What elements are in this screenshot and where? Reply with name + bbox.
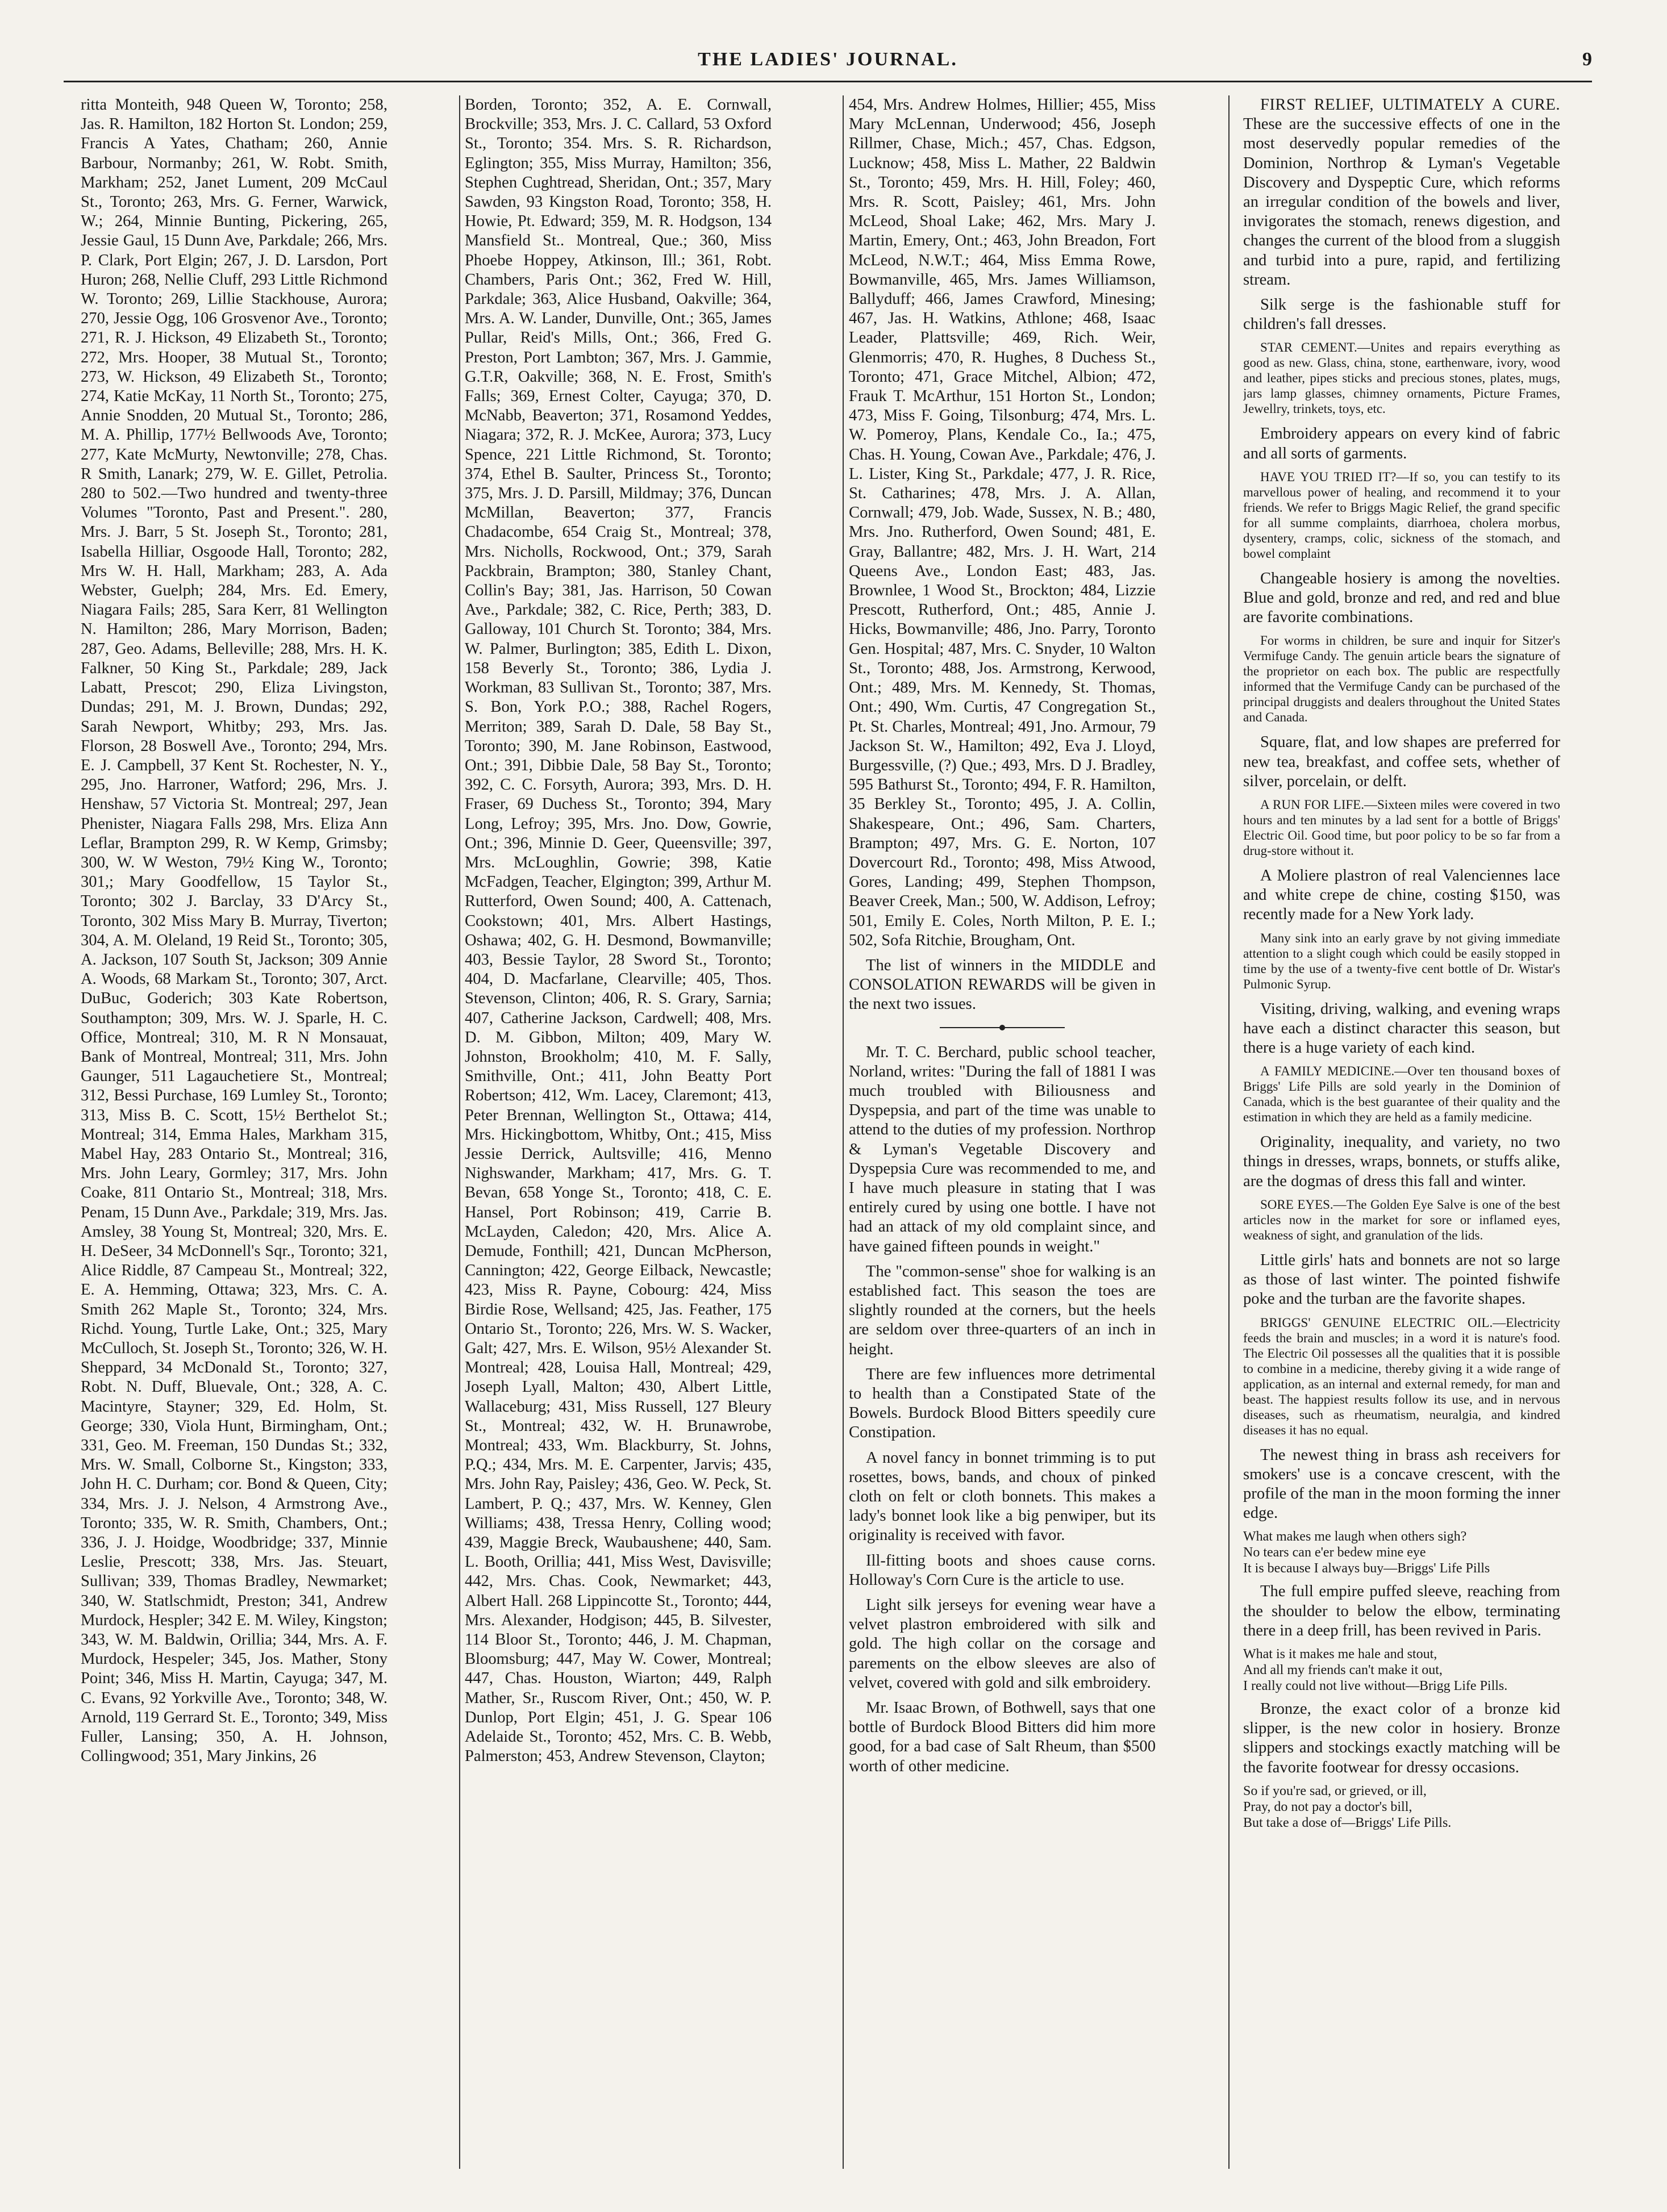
verse-line: And all my friends can't make it out, <box>1243 1662 1443 1677</box>
verse-1 <box>1243 1529 1560 1576</box>
fashion-note-embroidery: Embroidery appears on every kind of fabric and all sorts of garments. <box>1243 425 1560 462</box>
fashion-note-hosiery: Changeable hosiery is among the novelties. Blue and gold, bronze and red, and red and blue are favorite combinations. <box>1243 569 1560 627</box>
ad-family-medicine: A FAMILY MEDICINE.—Over ten thousand boxes of Briggs' Life Pills are sold yearly in the Dominion of Canada, which is the best guarantee of their quality and the estimation in which they are held as a family medicine. <box>1243 1064 1560 1125</box>
prize-winners-list-part-2: Borden, Toronto; 352, A. E. Cornwall, Brockville; 353, Mrs. J. C. Callard, 53 Oxford St., Toronto; 354. Mrs. S. R. Richardson, Eglington; 355, Miss Murray, Hamilton; 356, Stephen Cughtread, Sheridan, Ont.; 357, Mary Sawden, 93 Kingston Road, Toronto; 358, H. Howie, Pt. Edward; 359, M. R. Hodgson, 134 Mansfield St.. Montreal, Que.; 360, Miss Phoebe Hoppey, Atkinson, Ill.; 361, Robt. Chambers, Paris Ont.; 362, Fred W. Hill, Parkdale; 363, Alice Husband, Oakville; 364, Mrs. A. W. Lander, Dunville, Ont.; 365, James Pullar, Reid's Mills, Ont.; 366, Fred G. Preston, Port Lambton; 367, Mrs. J. Gammie, G.T.R, Oakville; 368, N. E. Frost, Smith's Falls; 369, Ernest Colter, Cayuga; 370, D. McNabb, Beaverton; 371, Rosamond Yeddes, Niagara; 372, R. J. McKee, Aurora; 373, Lucy Spence, 221 Little Richmond, St. Toronto; 374, Ethel B. Saulter, Princess St., Toronto; 375, Mrs. J. D. Parsill, Mildmay; 376, Duncan McMillan, Beaverton; 377, Francis Chadacombe, 654 Craig St., Montreal; 378, Mrs. Nicholls, Rockwood, Ont.; 379, Sarah Packbrain, Brampton; 380, Stanley Chant, Collin's Bay; 381, Jas. Harrison, 50 Cowan Ave., Parkdale; 382, C. Rice, Perth; 383, D. Galloway, 101 Church St. Toronto; 384, Mrs. W. Palmer, Burlington; 385, Edith L. Dixon, 158 Beverly St., Toronto; 386, Lydia J. Workman, 83 Sullivan St., Toronto; 387, Mrs. S. Bon, York P.O.; 388, Rachel Rogers, Merriton; 389, Sarah D. Dale, 58 Bay St., Toronto; 390, M. Jane Robinson, Eastwood, Ont.; 391, Dibbie Dale, 58 Bay St., Toronto; 392, C. C. Forsyth, Aurora; 393, Mrs. D. H. Fraser, 69 Duchess St., Toronto; 394, Mary Long, Lefroy; 395, Mrs. Jno. Dow, Gowrie, Ont.; 396, Minnie D. Geer, Queensville; 397, Mrs. McLoughlin, Gowrie; 398, Katie McFadgen, Teacher, Elgington; 399, Arthur M. Rutterford, Owen Sound; 400, A. Cattenach, Cookstown; 401, Mrs. Albert Hastings, Oshawa; 402, G. H. Desmond, Bowmanville; 403, Bessie Taylor, 28 Sword St., Toronto; 404, D. Macfarlane, Clearville; 405, Thos. Stevenson, Clinton; 406, R. S. Grary, Sarnia; 407, Catherine Jackson, Cardwell; 408, Mrs. D. M. Gibbon, Milton; 409, Mary W. Johnston, Brookholm; 410, M. F. Sally, Smithville, Ont.; 411, John Beatty Port Robertson; 412, Wm. Lacey, Claremont; 413, Peter Brennan, Wellington St., Ottawa; 414, Mrs. Hickingbottom, Whitby, Ont.; 415, Miss Jessie Derrick, Aultsville; 416, Menno Nighswander, Markham; 417, Mrs. G. T. Bevan, 658 Yonge St., Toronto; 418, C. E. Hansel, Port Robinson; 419, Carrie B. McLayden, Caledon; 420, Mrs. Alice A. Demude, Fonthill; 421, Duncan McPherson, Cannington; 422, George Eilback, Newcastle; 423, Miss R. Payne, Cobourg: 424, Miss Birdie Rose, Wellsand; 425, Jas. Feather, 175 Ontario St., Toronto; 226, Mrs. W. S. Wacker, Galt; 427, Mrs. E. Wilson, 95½ Alexander St. Montreal; 428, Louisa Hall, Montreal; 429, Joseph Lyall, Malton; 430, Albert Little, Wallaceburg; 431, Miss Russell, 127 Bleury St., Montreal; 432, W. H. Brunawrobe, Montreal; 433, Wm. Blackburry, St. Johns, P.Q.; 434, Mrs. M. E. Carpenter, Jarvis; 435, Mrs. John Ray, Paisley; 436, Geo. W. Peck, St. Lambert, P. Q.; 437, Mrs. W. Kenney, Glen Williams; 438, Tressa Henry, Colling wood; 439, Maggie Breck, Waubaushene; 440, Sam. L. Booth, Orillia; 441, Miss West, Davisville; 442, Mrs. Chas. Cook, Newmarket; 443, Albert Hall. 268 Lippincotte St., Toronto; 444, Mrs. Alexander, Hodgison; 445, B. Silvester, 114 Bloor St., Toronto; 446, J. M. Chapman, Bloomsburg; 447, May W. Cower, Montreal; 447, Chas. Houston, Wiarton; 449, Ralph Mather, Sr., Ruscom River, Ont.; 450, W. P. Dunlop, Port Elgin; 451, J. G. Spear 106 Adelaide St., Toronto; 452, Mrs. C. B. Webb, Palmerston; 453, Andrew Stevenson, Clayton; <box>465 96 772 1766</box>
column-2 <box>465 95 772 2175</box>
page-number: 9 <box>1582 49 1592 70</box>
ad-golden-eye-salve: SORE EYES.—The Golden Eye Salve is one of the best articles now in the market for sore or inflamed eyes, weakness of sight, and granulation of the lids. <box>1243 1197 1560 1242</box>
journal-title: THE LADIES' JOURNAL. <box>698 49 958 70</box>
ad-star-cement: STAR CEMENT.—Unites and repairs everything as good as new. Glass, china, stone, earthenware, ivory, wood and leather, pipes sticks and precious stones, plates, mugs, jars lamp glasses, chimney ornaments, Picture Frames, Jewellry, trinkets, toys, etc. <box>1243 340 1560 416</box>
fashion-note-shoes: The "common-sense" shoe for walking is an established fact. This season the toes are slightly rounded at the corners, but the heels are seldom over three-quarters of an inch in height. <box>849 1262 1156 1358</box>
ad-vermifuge-candy: For worms in children, be sure and inquir for Sitzer's Vermifuge Candy. The genuin article bears the signature of the proprietor on each box. The public are respectfully informed that the Vermifuge Candy can be purchased of the principal druggists and dealers throughout the United States and Canada. <box>1243 633 1560 725</box>
ad-first-relief-body: These are the successive effects of one in the most deservedly popular remedies of the Dominion, Northrop & Lyman's Vegetable Discovery and Dyspeptic Cure, which reforms an irregular condition of the bowels and liver, invigorates the stomach, renews digestion, and changes the current of the blood from a sluggish and turbid into a pure, rapid, and fertilizing stream. <box>1243 115 1560 289</box>
column-3 <box>849 95 1156 2175</box>
fashion-note-silk-serge: Silk serge is the fashionable stuff for children's fall dresses. <box>1243 296 1560 333</box>
ad-first-relief-heading: FIRST RELIEF, ULTIMATELY A CURE. <box>1260 96 1560 114</box>
fashion-note-ash-receivers: The newest thing in brass ash receivers for smokers' use is a concave crescent, with the profile of the man in the moon forming the inner edge. <box>1243 1446 1560 1522</box>
page-header <box>64 49 1592 77</box>
ad-briggs-magic-relief: HAVE YOU TRIED IT?—If so, you can testify to its marvellous power of healing, and recommend it to your friends. We refer to Briggs Magic Relief, the grand specific for all summe complaints, diarrhoea, cholera morbus, dysentery, cramps, colic, sickness of the stomach, and bowel complaint <box>1243 469 1560 561</box>
column-rule <box>843 95 844 2169</box>
prize-winners-list-part-1: ritta Monteith, 948 Queen W, Toronto; 258, Jas. R. Hamilton, 182 Horton St. London; 259, Francis A Yates, Chatham; 260, Annie Barbour, Normanby; 261, W. Robt. Smith, Markham; 252, Janet Lument, 209 McCaul St., Toronto; 263, Mrs. G. Ferner, Warwick, W.; 264, Minnie Bunting, Pickering, 265, Jessie Gaul, 15 Dunn Ave, Parkdale; 266, Mrs. P. Clark, Port Elgin; 267, J. D. Larsdon, Port Huron; 268, Nellie Cluff, 293 Little Richmond W. Toronto; 269, Lillie Stackhouse, Aurora; 270, Jessie Ogg, 106 Grosvenor Ave., Toronto; 271, R. J. Hickson, 49 Elizabeth St., Toronto; 272, Mrs. Hooper, 38 Mutual St., Toronto; 273, W. Hickson, 49 Elizabeth St., Toronto; 274, Katie McKay, 11 North St., Toronto; 275, Annie Snodden, 20 Mutual St., Toronto; 286, M. A. Phillip, 177½ Bellwoods Ave, Toronto; 277, Kate McMurty, Newtonville; 278, Chas. R Smith, Lanark; 279, W. E. Gillet, Petrolia. 280 to 502.—Two hundred and twenty-three Volumes "Toronto, Past and Present.". 280, Mrs. J. Barr, 5 St. Joseph St., Toronto; 281, Isabella Hilliar, Osgoode Hall, Toronto; 282, Mrs W. H. Hall, Markham; 283, A. Ada Webster, Guelph; 284, Mrs. Ed. Emery, Niagara Fails; 285, Sara Kerr, 81 Wellington N. Hamilton; 286, Mary Morrison, Baden; 287, Geo. Adams, Belleville; 288, Mrs. H. K. Falkner, 50 King St., Parkdale; 289, Jack Labatt, Prescot; 290, Eliza Livingston, Dundas; 291, M. J. Brown, Dundas; 292, Sarah Newport, Whitby; 293, Mrs. Jas. Florson, 28 Boswell Ave., Toronto; 294, Mrs. E. J. Campbell, 37 Kent St. Rochester, N. Y., 295, Jno. Harroner, Watford; 296, Mrs. J. Henshaw, 57 Victoria St. Montreal; 297, Jean Phenister, Niagara Falls 298, Mrs. Eliza Ann Leflar, Brampton 299, R. W Kemp, Grimsby; 300, W. W Weston, 79½ King W., Toronto; 301,; Mary Goodfellow, 15 Taylor St., Toronto; 302 J. Barclay, 33 D'Arcy St., Toronto, 302 Miss Mary B. Murray, Tiverton; 304, A. M. Oleland, 19 Reid St., Toronto; 305, A. Jackson, 107 South St, Jackson; 309 Annie A. Woods, 68 Markam St., Toronto; 307, Arct. DuBuc, Goderich; 303 Kate Robertson, Southampton; 309, Mrs. W. J. Sparle, H. C. Office, Montreal; 310, M. R N Monsauat, Bank of Montreal, Montreal; 311, Mrs. John Gaunger, 511 Lagauchetiere St., Montreal; 312, Bessi Purchase, 169 Lumley St., Toronto; 313, Miss B. C. Scott, 15½ Berthelot St.; Montreal; 314, Emma Hales, Markham 315, Mabel Hay, 283 Ontario St., Montreal; 316, Mrs. John Leary, Gormley; 317, Mrs. John Coake, 811 Ontario St., Montreal; 318, Mrs. Penam, 15 Dunn Ave., Parkdale; 319, Mrs. Jas. Amsley, 38 Young St, Montreal; 320, Mrs. E. H. DeSeer, 34 McDonnell's Sqr., Toronto; 321, Alice Riddle, 87 Campeau St., Montreal; 322, E. A. Hemming, Ottawa; 323, Mrs. C. A. Smith 262 Maple St., Toronto; 324, Mrs. Richd. Young, Turtle Lake, Ont.; 325, Mary McCulloch, St. Joseph St., Toronto; 326, W. H. Sheppard, 34 McDonald St., Toronto; 327, Robt. N. Duff, Bluevale, Ont.; 328, A. C. Macintyre, Stayner; 329, Ed. Holm, St. George; 330, Viola Hunt, Birmingham, Ont.; 331, Geo. M. Freeman, 150 Dundas St.; 332, Mrs. W. Small, Colborne St., Kingston; 333, John H. C. Durham; cor. Bond & Queen, City; 334, Mrs. J. J. Nelson, 4 Armstrong Ave., Toronto; 335, W. R. Smith, Chambers, Ont.; 336, J. J. Hoidge, Woodbridge; 337, Minnie Leslie, Prescott; 338, Mrs. Jas. Steuart, Sullivan; 339, Thomas Bradley, Newmarket; 340, W. Statlschmidt, Preston; 341, Andrew Murdock, Hespler; 342 E. M. Wiley, Kingston; 343, W. M. Baldwin, Orillia; 344, Mrs. A. F. Murdock, Hespeler; 345, Jos. Mather, Stony Point; 346, Miss H. Martin, Cayuga; 347, M. C. Evans, 92 Yorkville Ave., Toronto; 348, W. Arnold, 119 Gerrard St. E., Toronto; 349, Miss Fuller, Lansing; 350, A. H. Johnson, Collingwood; 351, Mary Jinkins, 26 <box>81 96 387 1766</box>
fashion-note-silk-jerseys: Light silk jerseys for evening wear have a velvet plastron embroidered with silk and gold. The high collar on the corsage and parements on the elbow sleeves are also of velvet, covered with gold and silk embroidery. <box>849 1596 1156 1692</box>
fashion-note-bronze: Bronze, the exact color of a bronze kid slipper, is the new color in hosiery. Bronze slippers and stockings exactly matching will be the favorite footwear for dressy occasions. <box>1243 1700 1560 1776</box>
ad-briggs-electric-oil: BRIGGS' GENUINE ELECTRIC OIL.—Electricity feeds the brain and muscles; in a word it is nature's food. The Electric Oil possesses all the qualities that it is possible to combine in a medicine, thereby giving it a wide range of application, as an internal and external remedy, for man and beast. The happiest results follow its use, and in nervous diseases, such as rheumatism, neuralgia, and kindred diseases it has no equal. <box>1243 1315 1560 1437</box>
verse-2 <box>1243 1646 1560 1694</box>
prize-winners-list-part-3: 454, Mrs. Andrew Holmes, Hillier; 455, Miss Mary McLennan, Underwood; 456, Joseph Rillmer, Chase, Mich.; 457, Chas. Edgson, Lucknow; 458, Miss L. Mather, 22 Baldwin St., Toronto; 459, Mrs. H. Hill, Foley; 460, Mrs. R. Scott, Paisley; 461, Mrs. John McLeod, Shoal Lake; 462, Mrs. Mary J. Martin, Emery, Ont.; 463, John Breadon, Fort McLeod, N.W.T.; 464, Miss Emma Rowe, Bowmanville, 465, Mrs. James Williamson, Ballyduff; 466, James Crawford, Minesing; 467, Jas. H. Watkins, Athlone; 468, Isaac Leader, Plattsville; 469, Rich. Weir, Glenmorris; 470, R. Hughes, 8 Duchess St., Toronto; 471, Grace Mitchel, Albion; 472, Frauk T. McArthur, 151 Horton St., London; 473, Miss F. Going, Tilsonburg; 474, Mrs. L. W. Pomeroy, Plans, Kendale Co., Ia.; 475, Chas. H. Young, Cowan Ave., Parkdale; 476, J. L. Lister, King St., Parkdale; 477, J. R. Rice, St. Catharines; 478, Mrs. J. A. Allan, Cornwall; 479, Job. Wade, Sussex, N. B.; 480, Mrs. Jno. Rutherford, Owen Sound; 481, E. Gray, Ballantre; 482, Mrs. J. H. Wart, 214 Queens Ave., London East; 483, Jas. Brownlee, 1 Wood St., Brockton; 484, Lizzie Prescott, Rutherford, Ont.; 485, Annie J. Hicks, Bowmanville; 486, Jno. Parry, Toronto Gen. Hospital; 487, Mrs. C. Snyder, 10 Walton St., Toronto; 488, Jos. Armstrong, Kerwood, Ont.; 489, Mrs. M. Kennedy, St. Thomas, Ont.; 490, Wm. Curtis, 47 Congregation St., Pt. St. Charles, Montreal; 491, Jno. Armour, 79 Jackson St. W., Hamilton; 492, Eva J. Lloyd, Burgessville, (?) Que.; 493, Mrs. D J. Bradley, 595 Bathurst St., Toronto; 494, F. R. Hamilton, 35 Berkley St., Toronto; 495, J. A. Collin, Shakespeare, Ont.; 496, Sam. Charters, Brampton; 497, Mrs. G. E. Norton, 107 Dovercourt Rd., Toronto; 498, Miss Atwood, Gores, Landing; 499, Stephen Thompson, Beaver Creek, Man.; 500, W. Addison, Lefroy; 501, Emily E. Coles, North Milton, P. E. I.; 502, Sofa Ritchie, Brougham, Ont. <box>849 96 1156 949</box>
verse-line: I really could not live without—Brigg Life Pills. <box>1243 1678 1508 1693</box>
verse-line: It is because I always buy—Briggs' Life Pills <box>1243 1561 1490 1576</box>
fashion-note-tea-sets: Square, flat, and low shapes are preferred for new tea, breakfast, and coffee sets, whether of silver, porcelain, or delft. <box>1243 733 1560 790</box>
verse-3 <box>1243 1783 1560 1831</box>
ad-first-relief <box>1243 95 1560 290</box>
verse-line: What is it makes me hale and stout, <box>1243 1646 1437 1662</box>
testimonial-isaac-brown: Mr. Isaac Brown, of Bothwell, says that one bottle of Burdock Blood Bitters did him more good, for a bad case of Salt Rheum, than $500 worth of other medicine. <box>849 1699 1156 1775</box>
column-rule <box>459 95 460 2169</box>
verse-line: Pray, do not pay a doctor's bill, <box>1243 1799 1412 1814</box>
column-rule <box>1228 95 1230 2169</box>
fashion-note-bonnet: A novel fancy in bonnet trimming is to put rosettes, bows, bands, and choux of pinked cloth on felt or cloth bonnets. This makes a lady's bonnet look like a big penwiper, but its originality is received with favor. <box>849 1449 1156 1545</box>
fashion-note-wraps: Visiting, driving, walking, and evening wraps have each a distinct character this season, but there is a huge variety of each kind. <box>1243 1000 1560 1057</box>
fashion-note-little-girls: Little girls' hats and bonnets are not so large as those of last winter. The pointed fishwife poke and the turban are the favorite shapes. <box>1243 1251 1560 1308</box>
section-divider <box>940 1027 1065 1028</box>
fashion-note-originality: Originality, inequality, and variety, no two things in dresses, wraps, bonnets, or stuffs alike, are the dogmas of dress this fall and winter. <box>1243 1133 1560 1190</box>
ad-burdock-constipation: There are few influences more detrimental to health than a Constipated State of the Bowels. Burdock Blood Bitters speedily cure Constipation. <box>849 1365 1156 1442</box>
ad-holloway-corn-cure: Ill-fitting boots and shoes cause corns. Holloway's Corn Cure is the article to use. <box>849 1551 1156 1589</box>
header-rule <box>64 81 1592 82</box>
testimonial-berchard: Mr. T. C. Berchard, public school teacher, Norland, writes: "During the fall of 1881 I was much troubled with Biliousness and Dyspepsia, and part of the time was unable to attend to the duties of my profession. Northrop & Lyman's Vegetable Discovery and Dyspepsia Cure was recommended to me, and I have much pleasure in stating that I was entirely cured by using one bottle. I have not had an attack of my old complaint since, and have gained fifteen pounds in weight." <box>849 1043 1156 1255</box>
verse-line: But take a dose of—Briggs' Life Pills. <box>1243 1815 1452 1830</box>
verse-line: What makes me laugh when others sigh? <box>1243 1529 1467 1545</box>
ad-run-for-life: A RUN FOR LIFE.—Sixteen miles were covered in two hours and ten minutes by a lad sent for a bottle of Briggs' Electric Oil. Good time, but poor policy to be so far from a drug-store without it. <box>1243 798 1560 858</box>
ad-pulmonic-syrup: Many sink into an early grave by not giving immediate attention to a slight cough which could be easily stopped in time by the use of a twenty-five cent bottle of Dr. Wistar's Pulmonic Syrup. <box>1243 930 1560 991</box>
column-4 <box>1243 95 1560 2175</box>
column-1 <box>81 95 387 2175</box>
list-note: The list of winners in the MIDDLE and CONSOLATION REWARDS will be given in the next two issues. <box>849 956 1156 1013</box>
fashion-note-moliere: A Moliere plastron of real Valenciennes lace and white crepe de chine, costing $150, was recently made for a New York lady. <box>1243 867 1560 924</box>
verse-line: No tears can e'er bedew mine eye <box>1243 1545 1426 1560</box>
verse-line: So if you're sad, or grieved, or ill, <box>1243 1783 1427 1798</box>
fashion-note-empire-sleeve: The full empire puffed sleeve, reaching from the shoulder to below the elbow, terminating there in a deep frill, has been revived in Paris. <box>1243 1583 1560 1639</box>
